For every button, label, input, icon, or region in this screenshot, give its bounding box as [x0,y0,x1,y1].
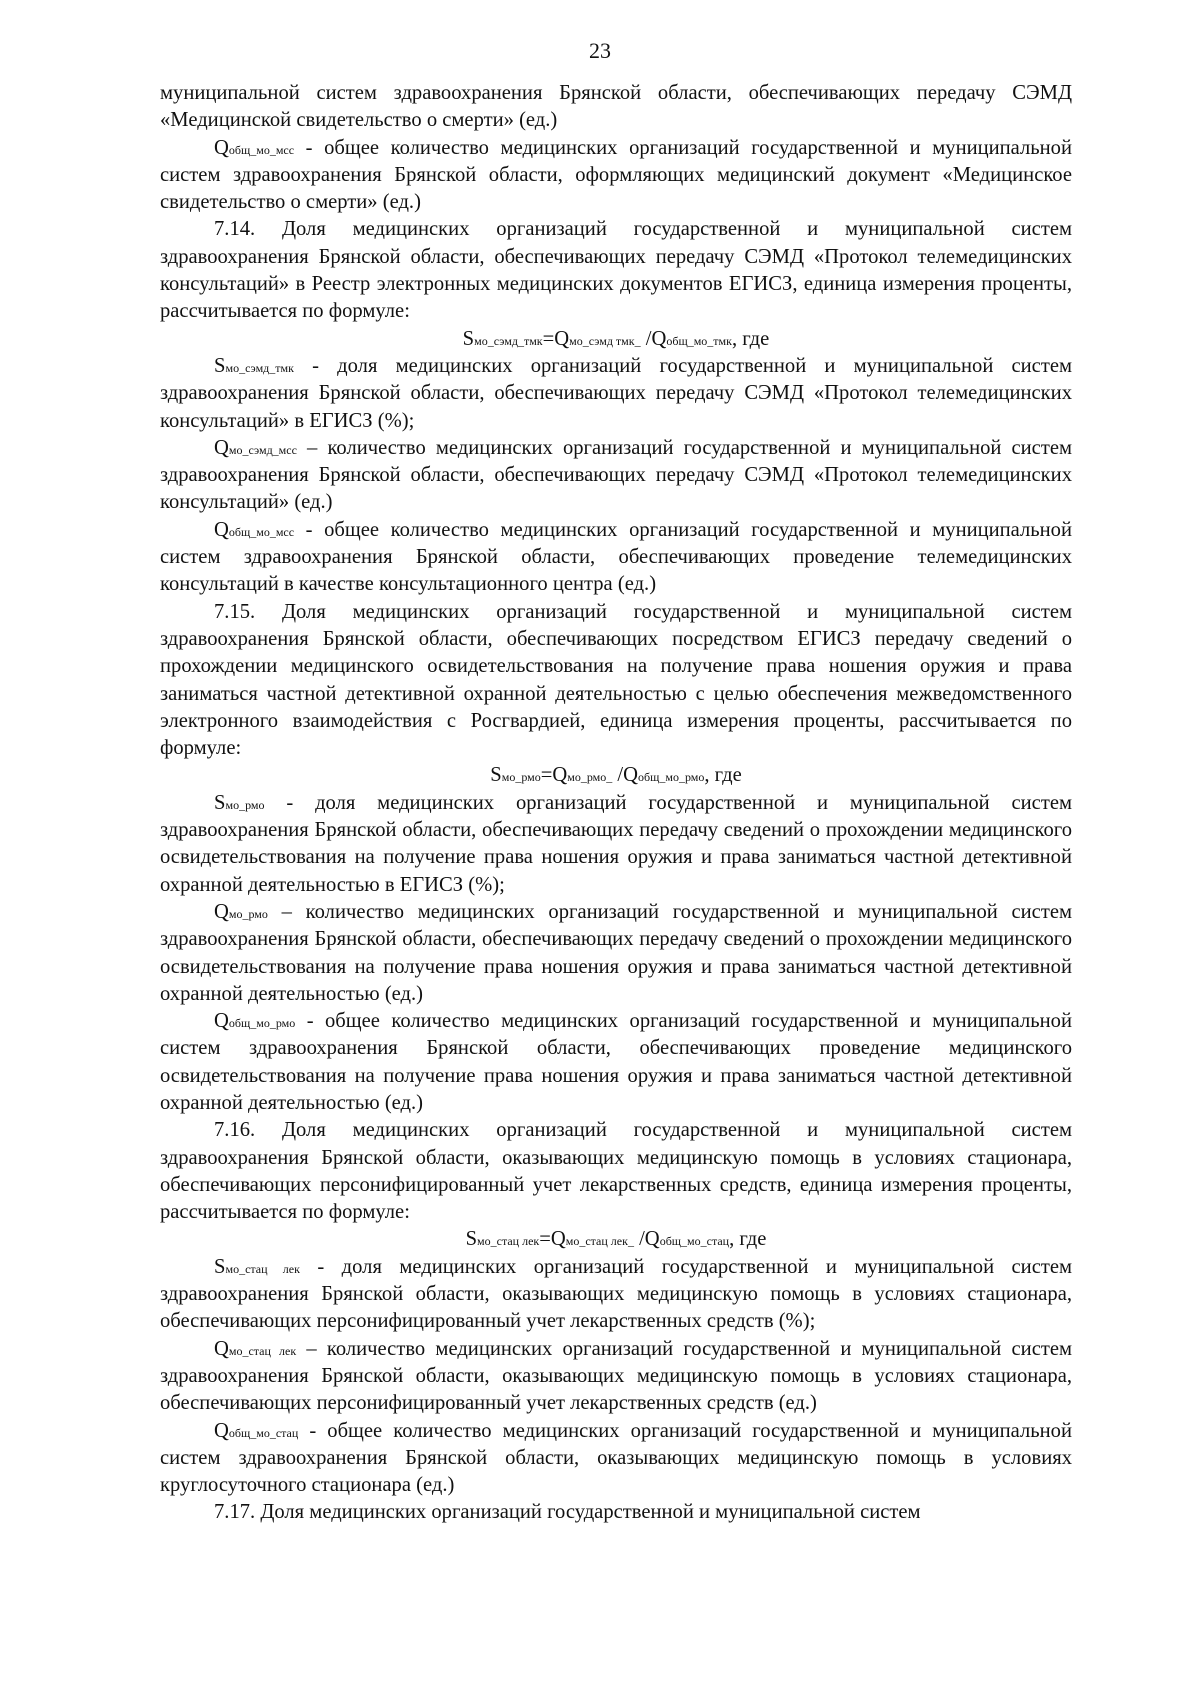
text-run: , где [731,327,770,350]
formula [160,1226,1072,1253]
subscript: общ_мо_тмк [666,333,732,348]
paragraph [160,1254,1072,1336]
text-run: – количество медицинских организаций государственной и муниципальной систем здравоохранения Брянской области, обеспечивающих передачу сведений о прохождении медицинского освидетельствования на получение права ношения оружия и права заниматься частной детективной охранной деятельностью (ед.) [160,900,1072,1005]
formula [160,762,1072,789]
text-run: S [490,764,502,787]
text-run: /Q [640,327,667,350]
text-run: Q [214,900,229,923]
subscript: мо_сэмд_мсс [228,442,297,457]
text-run: /Q [633,1228,660,1251]
text-run: - доля медицинских организаций государственной и муниципальной систем здравоохранения Брянской области, обеспечивающих передачу сведений о прохождении медицинского освидетельствования на получение права ношения оружия и права заниматься частной детективной охранной деятельностью в ЕГИСЗ (%); [160,791,1072,896]
subscript: мо_рмо [501,770,541,785]
subscript: общ_мо_рмо [638,770,705,785]
text-run: =Q [542,327,570,350]
subscript: общ_мо_стац [659,1234,730,1249]
text-run: , где [729,1228,767,1251]
text-run: - общее количество медицинских организаций государственной и муниципальной систем здравоохранения Брянской области, обеспечивающих проведение телемедицинских консультаций в качестве консультационного центра (ед.) [160,518,1072,596]
text-run: Q [214,1419,229,1442]
paragraph [160,80,1072,135]
subscript: общ_мо_мсс [228,142,295,157]
text-run: =Q [540,764,568,787]
subscript: мо_рмо_ [567,770,613,785]
subscript: общ_мо_мсс [228,524,295,539]
text-run: S [214,791,226,814]
page-number: 23 [589,38,611,63]
text-run: 7.15. Доля медицинских организаций государственной и муниципальной систем здравоохранения Брянской области, обеспечивающих посредством ЕГИСЗ передачу сведений о прохождении медицинского освидетельствования на получение права ношения оружия и права заниматься частной детективной охранной деятельностью с целью обеспечения межведомственного электронного взаимодействия с Росгвардией, единица измерения проценты, рассчитывается по формуле: [160,600,1072,760]
text-run: – количество медицинских организаций государственной и муниципальной систем здравоохранения Брянской области, обеспечивающих передачу СЭМД «Протокол телемедицинских консультаций» (ед.) [160,436,1072,514]
text-run: S [462,327,475,350]
formula [160,326,1072,353]
text-run: =Q [539,1228,566,1251]
paragraph [160,899,1072,1008]
paragraph [160,1336,1072,1418]
paragraph [160,517,1072,599]
paragraph [160,435,1072,517]
subscript: мо_стац лек [477,1234,540,1249]
text-run: Q [214,436,229,459]
document-body [160,80,1072,1527]
text-run: - общее количество медицинских организаций государственной и муниципальной систем здравоохранения Брянской области, оформляющих медицинский документ «Медицинское свидетельство о смерти» (ед.) [160,136,1072,214]
text-run: Q [214,518,229,541]
paragraph [160,353,1072,435]
subscript: мо_сэмд тмк_ [569,333,641,348]
text-run: S [465,1228,478,1251]
text-run: S [214,354,226,377]
subscript: мо_сэмд_тмк [225,360,294,375]
subscript: мо_стац лек [225,1261,300,1276]
paragraph [160,1008,1072,1117]
text-run: муниципальной систем здравоохранения Брянской области, обеспечивающих передачу СЭМД «Медицинской свидетельство о смерти» (ед.) [160,82,1072,132]
paragraph [160,1499,1072,1526]
text-run: 7.16. Доля медицинских организаций государственной и муниципальной систем здравоохранения Брянской области, оказывающих медицинскую помощь в условиях стационара, обеспечивающих персонифицированный учет лекарственных средств, единица измерения проценты, рассчитывается по формуле: [160,1119,1072,1224]
paragraph [160,216,1072,325]
text-run: – количество медицинских организаций государственной и муниципальной систем здравоохранения Брянской области, оказывающих медицинскую помощь в условиях стационара, обеспечивающих персонифицированный учет лекарственных средств (ед.) [160,1337,1073,1415]
text-run: /Q [612,764,639,787]
subscript: общ_мо_стац [228,1425,299,1440]
paragraph [160,1117,1072,1226]
subscript: мо_сэмд_тмк [474,333,543,348]
text-run: 7.14. Доля медицинских организаций государственной и муниципальной систем здравоохранения Брянской области, обеспечивающих передачу СЭМД «Протокол телемедицинских консультаций» в Реестр электронных медицинских документов ЕГИСЗ, единица измерения проценты, рассчитывается по формуле: [160,218,1072,323]
paragraph [160,1418,1072,1500]
paragraph [160,790,1072,899]
text-run: - доля медицинских организаций государственной и муниципальной систем здравоохранения Брянской области, оказывающих медицинскую помощь в условиях стационара, обеспечивающих персонифицированный учет лекарственных средств (%); [160,1255,1073,1333]
paragraph [160,599,1072,763]
subscript: мо_рмо [225,797,265,812]
text-run: - общее количество медицинских организаций государственной и муниципальной систем здравоохранения Брянской области, оказывающих медицинскую помощь в условиях круглосуточного стационара (ед.) [160,1419,1072,1497]
subscript: мо_стац лек [228,1343,297,1358]
text-run: - общее количество медицинских организаций государственной и муниципальной систем здравоохранения Брянской области, обеспечивающих проведение медицинского освидетельствования на получение права ношения оружия и права заниматься частной детективной охранной деятельностью (ед.) [160,1010,1072,1114]
subscript: общ_мо_рмо [228,1016,296,1031]
text-run: Q [214,1010,229,1033]
text-run: , где [704,764,742,787]
text-run: 7.17. Доля медицинских организаций государственной и муниципальной систем [214,1501,921,1524]
text-run: Q [214,1337,229,1360]
paragraph [160,135,1072,217]
subscript: мо_стац лек_ [565,1234,634,1249]
subscript: мо_рмо [228,906,268,921]
text-run: - доля медицинских организаций государственной и муниципальной систем здравоохранения Брянской области, обеспечивающих передачу СЭМД «Протокол телемедицинских консультаций» в ЕГИСЗ (%); [160,354,1072,432]
text-run: Q [214,136,229,159]
text-run: S [214,1255,226,1278]
